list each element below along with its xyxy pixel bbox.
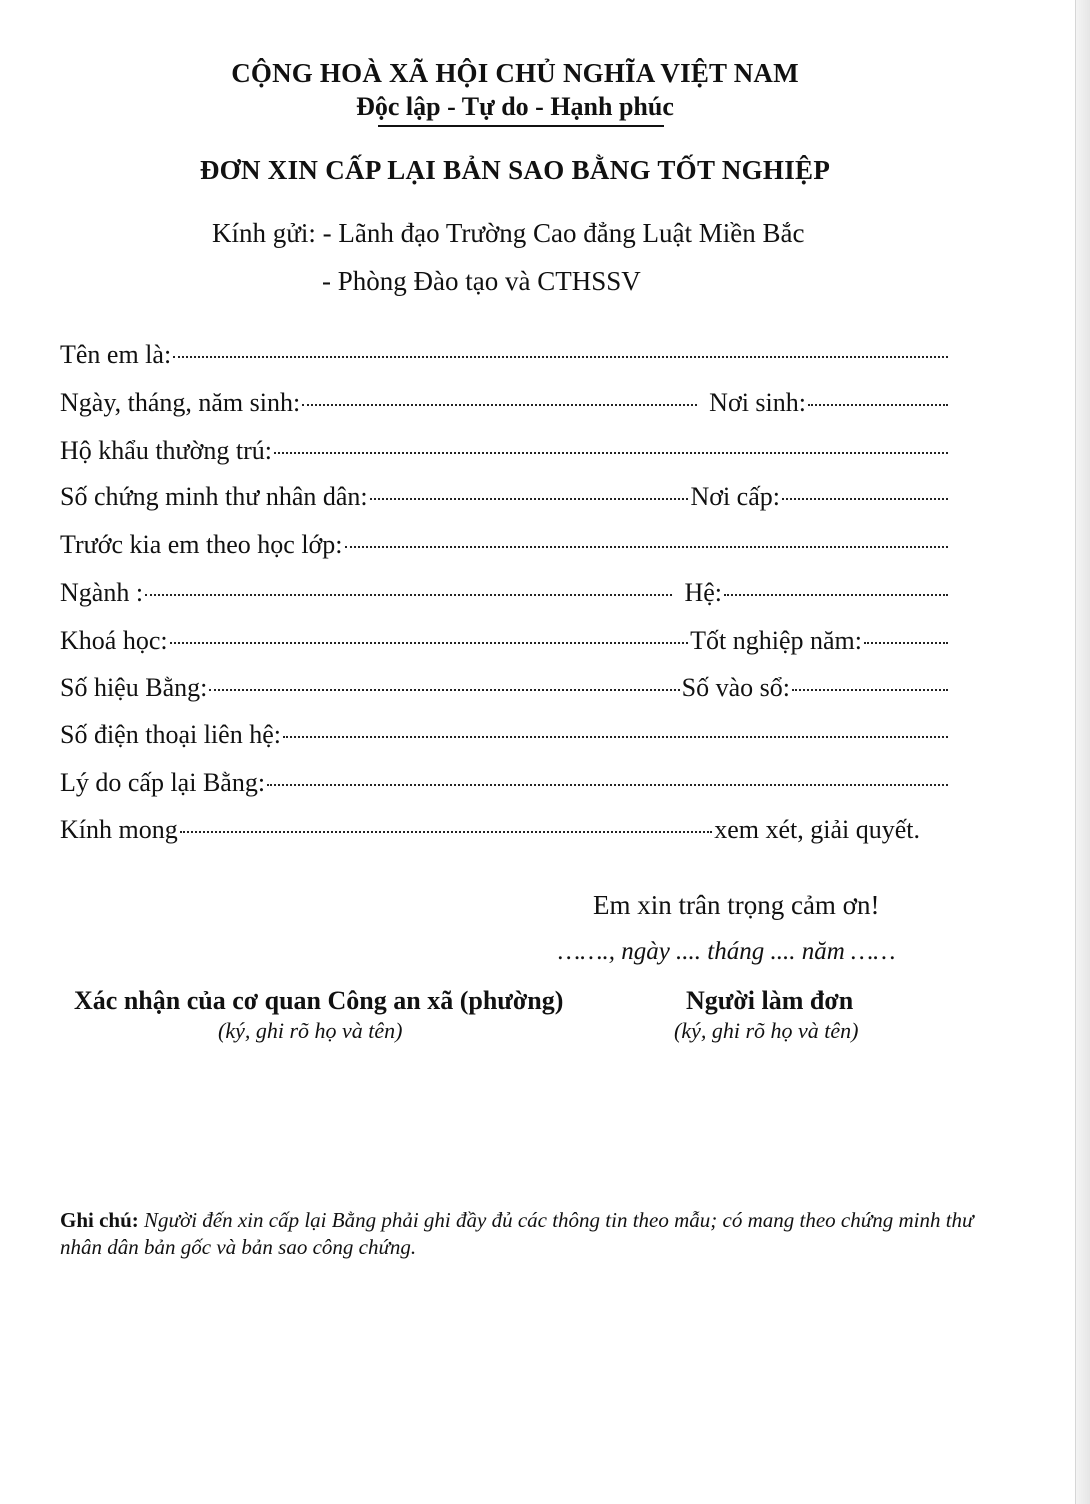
birthplace-blank[interactable] (808, 404, 948, 406)
grad-year-label: Tốt nghiệp năm: (690, 626, 862, 655)
residence-blank[interactable] (274, 452, 948, 454)
program-blank[interactable] (724, 594, 948, 596)
document-title: ĐƠN XIN CẤP LẠI BẢN SAO BẰNG TỐT NGHIỆP (199, 155, 831, 185)
reason-blank[interactable] (267, 784, 948, 786)
phone-blank[interactable] (283, 736, 948, 738)
footnote-label: Ghi chú: (60, 1208, 139, 1232)
field-row-reason (60, 768, 950, 800)
field-row-course (60, 626, 950, 658)
register-no-blank[interactable] (792, 689, 948, 691)
field-row-diploma (60, 673, 950, 705)
full-name-label: Tên em là: (60, 340, 172, 369)
id-number-blank[interactable] (370, 498, 689, 500)
issued-at-label: Nơi cấp: (690, 482, 780, 511)
dob-label: Ngày, tháng, năm sinh: (60, 388, 301, 417)
date-line: ……., ngày .... tháng .... năm …… (558, 938, 896, 965)
motto-underline (378, 125, 664, 127)
field-row-id-number (60, 482, 950, 514)
field-row-dob (60, 388, 950, 420)
closing-request (60, 815, 920, 845)
recipient-line-1: Kính gửi: - Lãnh đạo Trường Cao đẳng Luật Miền Bắc (212, 218, 805, 248)
full-name-blank[interactable] (173, 356, 948, 358)
dob-blank[interactable] (302, 404, 697, 406)
field-row-full-name (60, 340, 950, 372)
issued-at-blank[interactable] (782, 498, 948, 500)
id-number-label: Số chứng minh thư nhân dân: (60, 482, 368, 511)
phone-label: Số điện thoại liên hệ: (60, 720, 281, 749)
former-class-label: Trước kia em theo học lớp: (60, 530, 343, 559)
motto: Độc lập - Tự do - Hạnh phúc (356, 92, 674, 121)
register-no-label: Số vào sổ: (681, 673, 790, 702)
police-signature-note: (ký, ghi rõ họ và tên) (218, 1018, 403, 1043)
grad-year-blank[interactable] (864, 642, 948, 644)
footnote (60, 1207, 980, 1261)
recipient-line-2: - Phòng Đào tạo và CTHSSV (322, 266, 641, 296)
program-label: Hệ: (684, 578, 722, 607)
footnote-text: Người đến xin cấp lại Bằng phải ghi đầy đủ các thông tin theo mẫu; có mang theo chứng minh thư nhân dân bản gốc và bản sao công chứng. (60, 1208, 974, 1259)
diploma-no-blank[interactable] (209, 689, 679, 691)
field-row-major (60, 578, 950, 610)
course-blank[interactable] (170, 642, 689, 644)
request-suffix: xem xét, giải quyết. (714, 815, 920, 844)
applicant-title: Người làm đơn (686, 986, 854, 1015)
field-row-phone (60, 720, 950, 752)
major-blank[interactable] (145, 594, 672, 596)
diploma-no-label: Số hiệu Bằng: (60, 673, 208, 702)
major-label: Ngành : (60, 578, 144, 607)
applicant-signature-note: (ký, ghi rõ họ và tên) (674, 1018, 859, 1043)
page-edge (1076, 0, 1090, 1504)
reason-label: Lý do cấp lại Bằng: (60, 768, 266, 797)
request-blank[interactable] (180, 831, 712, 833)
field-row-former-class (60, 530, 950, 562)
field-row-residence (60, 436, 950, 468)
course-label: Khoá học: (60, 626, 168, 655)
police-confirmation-title: Xác nhận của cơ quan Công an xã (phường) (74, 986, 564, 1015)
request-prefix: Kính mong (60, 815, 178, 844)
thanks-text: Em xin trân trọng cảm ơn! (593, 890, 880, 920)
nation-heading: CỘNG HOÀ XÃ HỘI CHỦ NGHĨA VIỆT NAM (231, 58, 799, 88)
former-class-blank[interactable] (345, 546, 948, 548)
residence-label: Hộ khẩu thường trú: (60, 436, 272, 465)
birthplace-label: Nơi sinh: (709, 388, 806, 417)
